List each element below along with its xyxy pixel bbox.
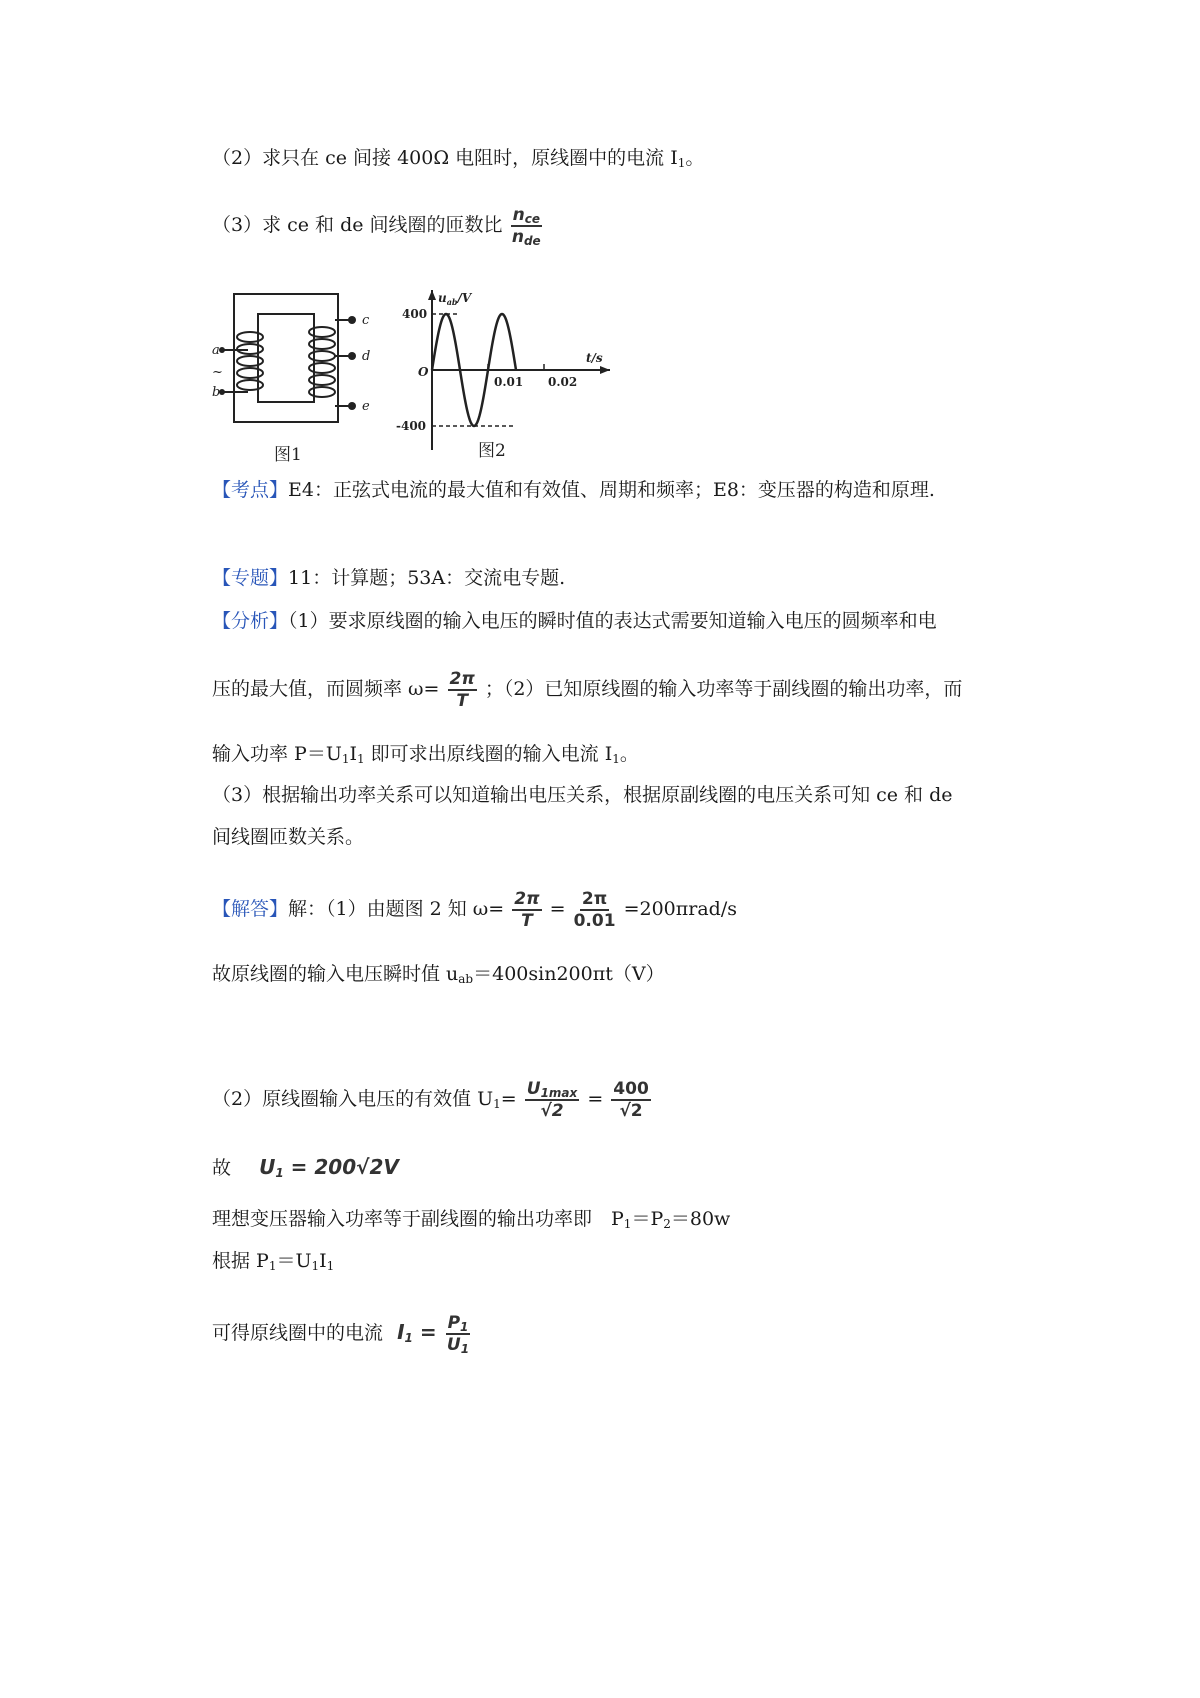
terminal-c-dot (348, 316, 356, 324)
zhuanti-tag: 【专题】 (212, 567, 289, 589)
tick-label-001: 0.01 (494, 375, 524, 389)
tick-label-002: 0.02 (548, 375, 578, 389)
u1-equation: $U_1 = 200√2V$ (259, 1155, 399, 1180)
omega-fraction: $\frac{2\pi}{T}$ (449, 669, 475, 711)
transformer-and-waveform-figure (212, 290, 632, 470)
kaodian-line: 【考点】E4：正弦式电流的最大值和有效值、周期和频率；E8：变压器的构造和原理. (212, 479, 935, 501)
terminal-d-dot (348, 352, 356, 360)
jieda-line-3: （2）原线圈输入电压的有效值 $U_1=$ $\frac{U_{1max}}{√2}$ = $\frac{400}{√2}$ (212, 1079, 649, 1121)
question-2: （2）求只在 ce 间接 400Ω 电阻时，原线圈中的电流 $I_1$。 (212, 147, 705, 170)
jieda-line-2: 故原线圈的输入电压瞬时值 $u_{ab}=400\sin 200\pi t(V)$ (212, 963, 665, 986)
kaodian-tag: 【考点】 (212, 479, 289, 501)
omega-fraction-1: $\frac{2\pi}{T}$ (514, 889, 540, 931)
y-axis-arrow (428, 290, 436, 300)
fenxi-line-2: 压的最大值，而圆频率 ω= $\frac{2\pi}{T}$ ；（2）已知原线圈的输入功率等于副线圈的输出功率，而 (212, 669, 963, 711)
terminal-a-dot (219, 347, 225, 353)
question-3: （3）求 ce 和 de 间线圈的匝数比 $\frac{n_{ce}}{n_{de}}$ (212, 205, 541, 248)
tick-label-neg400: -400 (396, 419, 427, 433)
fenxi-tag: 【分析】 (212, 610, 289, 632)
jieda-line-1: 【解答】解：（1）由题图 2 知 ω= $\frac{2\pi}{T}$ = $\frac{2\pi}{0.01}$ =200πrad/s (212, 889, 737, 931)
omega-fraction-2: $\frac{2\pi}{0.01}$ (573, 889, 616, 931)
current-fraction: $\frac{P_1}{U_1}$ (446, 1313, 470, 1356)
origin-label: O (418, 365, 429, 379)
fenxi-line-1: 【分析】（1）要求原线圈的输入电压的瞬时值的表达式需要知道输入电压的圆频率和电 (212, 610, 937, 632)
jieda-line-6: 根据 $P_1=U_1I_1$ (212, 1250, 335, 1273)
terminal-e-dot (348, 402, 356, 410)
jieda-line-4: 故 $U_1 = 200√2V$ (212, 1155, 399, 1180)
x-axis-label: t/s (586, 351, 603, 365)
label-tilde: ~ (212, 365, 223, 380)
fig1-caption: 图1 (274, 445, 302, 465)
jieda-line-5: 理想变压器输入功率等于副线圈的输出功率即 $P_1=P_2=80w$ (212, 1208, 731, 1231)
primary-coil (222, 332, 263, 392)
effective-voltage-fraction-2: $\frac{400}{√2}$ (613, 1079, 649, 1121)
fenxi-line-3: 输入功率 $P=U_1I_1$ 即可求出原线圈的输入电流 $I_1$。 (212, 743, 639, 766)
label-e: e (362, 399, 370, 414)
secondary-coil (309, 320, 352, 406)
zhuanti-line: 【专题】11：计算题；53A：交流电专题. (212, 567, 566, 589)
fenxi-line-4: （3）根据输出功率关系可以知道输出电压关系，根据原副线圈的电压关系可知 ce 和 de (212, 784, 953, 806)
effective-voltage-fraction-1: $\frac{U_{1max}}{√2}$ (526, 1079, 578, 1121)
transformer-diagram (222, 294, 352, 422)
x-axis-arrow (600, 366, 610, 374)
label-c: c (362, 313, 370, 328)
waveform-graph (396, 290, 610, 450)
fenxi-line-5: 间线圈匝数关系。 (212, 826, 365, 848)
jieda-tag: 【解答】 (212, 898, 289, 920)
label-b: b (212, 385, 221, 400)
y-axis-label: $u_{ab}/V$ (438, 291, 472, 307)
label-a: a (212, 343, 220, 358)
i1-lhs: $I_1$ = (397, 1320, 444, 1345)
tick-label-400: 400 (402, 307, 428, 321)
fig2-caption: 图2 (478, 441, 506, 461)
label-d: d (362, 349, 371, 364)
jieda-line-7: 可得原线圈中的电流 $I_1$ = $\frac{P_1}{U_1}$ (212, 1313, 470, 1356)
turns-ratio-fraction: $\frac{n_{ce}}{n_{de}}$ (511, 205, 541, 248)
iron-core-inner (258, 314, 314, 402)
